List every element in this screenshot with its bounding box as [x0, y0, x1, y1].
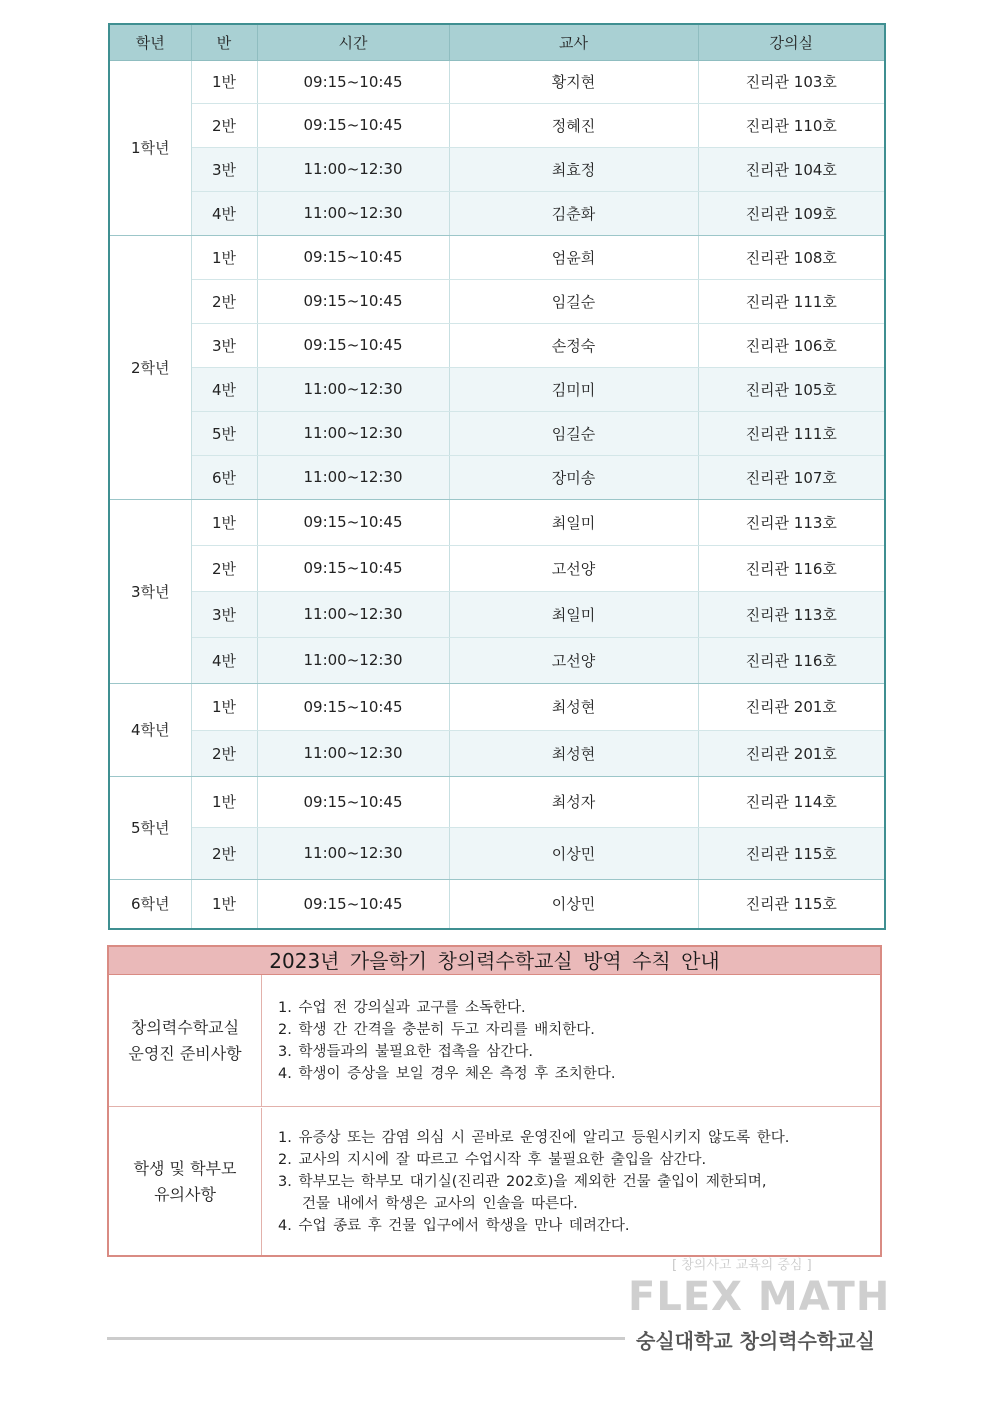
- class-schedule-table: [108, 23, 886, 930]
- time-cell: 09:15~10:45: [257, 499, 449, 545]
- time-cell: 11:00~12:30: [257, 591, 449, 637]
- teacher-cell: 이상민: [449, 827, 698, 879]
- class-cell: 2반: [191, 730, 257, 776]
- time-cell: 09:15~10:45: [257, 60, 449, 103]
- class-cell: 4반: [191, 191, 257, 235]
- teacher-cell: 임길순: [449, 279, 698, 323]
- class-cell: 4반: [191, 637, 257, 683]
- organization-name: 숭실대학교 창의력수학교실: [636, 1329, 875, 1353]
- room-cell: 진리관 109호: [698, 191, 885, 235]
- table-row: [109, 191, 885, 235]
- room-cell: 진리관 111호: [698, 279, 885, 323]
- grade-cell: 5학년: [109, 776, 191, 879]
- teacher-cell: 손정숙: [449, 323, 698, 367]
- grade-cell: 3학년: [109, 499, 191, 683]
- time-cell: 09:15~10:45: [257, 103, 449, 147]
- time-cell: 11:00~12:30: [257, 367, 449, 411]
- room-cell: 진리관 103호: [698, 60, 885, 103]
- class-cell: 1반: [191, 683, 257, 730]
- time-cell: 11:00~12:30: [257, 191, 449, 235]
- table-row: [109, 103, 885, 147]
- class-cell: 6반: [191, 455, 257, 499]
- table-row: [109, 591, 885, 637]
- class-cell: 1반: [191, 499, 257, 545]
- time-cell: 09:15~10:45: [257, 776, 449, 827]
- brand-tagline: [ 창의사고 교육의 중심 ]: [672, 1258, 812, 1273]
- teacher-cell: 임길순: [449, 411, 698, 455]
- room-cell: 진리관 115호: [698, 827, 885, 879]
- room-cell: 진리관 111호: [698, 411, 885, 455]
- class-cell: 5반: [191, 411, 257, 455]
- student-label-line1: 학생 및 학부모: [133, 1158, 237, 1178]
- table-row: [109, 60, 885, 103]
- teacher-cell: 고선양: [449, 637, 698, 683]
- footer-divider: [107, 1337, 625, 1340]
- flex-math-logo: FLEX MATH: [628, 1274, 891, 1320]
- teacher-cell: 장미송: [449, 455, 698, 499]
- student-rule-item: 2. 교사의 지시에 잘 따르고 수업시작 후 불필요한 출입을 삼간다.: [278, 1151, 707, 1168]
- staff-rule-item: 1. 수업 전 강의실과 교구를 소독한다.: [278, 999, 526, 1016]
- student-rule-item: 3. 학부모는 학부모 대기실(진리관 202호)을 제외한 건물 출입이 제한되며,: [278, 1173, 767, 1190]
- room-cell: 진리관 116호: [698, 637, 885, 683]
- student-rules-row: [109, 1108, 880, 1255]
- staff-rule-item: 2. 학생 간 간격을 충분히 두고 자리를 배치한다.: [278, 1021, 595, 1038]
- table-row: [109, 637, 885, 683]
- header-time: 시간: [257, 24, 449, 60]
- teacher-cell: 정혜진: [449, 103, 698, 147]
- teacher-cell: 김춘화: [449, 191, 698, 235]
- staff-label-line2: 운영진 준비사항: [128, 1043, 242, 1063]
- teacher-cell: 김미미: [449, 367, 698, 411]
- teacher-cell: 최일미: [449, 591, 698, 637]
- header-class: 반: [191, 24, 257, 60]
- room-cell: 진리관 113호: [698, 591, 885, 637]
- table-row: [109, 545, 885, 591]
- class-cell: 4반: [191, 367, 257, 411]
- student-rule-item-continuation: 건물 내에서 학생은 교사의 인솔을 따른다.: [302, 1195, 578, 1212]
- teacher-cell: 최일미: [449, 499, 698, 545]
- table-row: [109, 499, 885, 545]
- teacher-cell: 황지현: [449, 60, 698, 103]
- time-cell: 09:15~10:45: [257, 683, 449, 730]
- teacher-cell: 고선양: [449, 545, 698, 591]
- table-row: [109, 147, 885, 191]
- time-cell: 11:00~12:30: [257, 455, 449, 499]
- class-cell: 3반: [191, 323, 257, 367]
- room-cell: 진리관 115호: [698, 879, 885, 929]
- grade-cell: 1학년: [109, 60, 191, 235]
- time-cell: 11:00~12:30: [257, 827, 449, 879]
- table-row: [109, 367, 885, 411]
- room-cell: 진리관 116호: [698, 545, 885, 591]
- teacher-cell: 최성자: [449, 776, 698, 827]
- table-row: [109, 411, 885, 455]
- time-cell: 09:15~10:45: [257, 235, 449, 279]
- rules-title: 2023년 가을학기 창의력수학교실 방역 수칙 안내: [109, 947, 880, 975]
- teacher-cell: 최성현: [449, 730, 698, 776]
- table-body: [109, 60, 885, 929]
- grade-cell: 4학년: [109, 683, 191, 776]
- table-row: [109, 879, 885, 929]
- staff-rules-list: [262, 975, 880, 1106]
- class-cell: 1반: [191, 776, 257, 827]
- class-cell: 2반: [191, 545, 257, 591]
- grade-cell: 6학년: [109, 879, 191, 929]
- room-cell: 진리관 107호: [698, 455, 885, 499]
- student-rule-item: 4. 수업 종료 후 건물 입구에서 학생을 만나 데려간다.: [278, 1217, 630, 1234]
- teacher-cell: 이상민: [449, 879, 698, 929]
- staff-rule-item: 4. 학생이 증상을 보일 경우 체온 측정 후 조치한다.: [278, 1065, 616, 1082]
- room-cell: 진리관 201호: [698, 683, 885, 730]
- table-row: [109, 455, 885, 499]
- table-row: [109, 730, 885, 776]
- class-cell: 1반: [191, 60, 257, 103]
- staff-rule-item: 3. 학생들과의 불필요한 접촉을 삼간다.: [278, 1043, 533, 1060]
- table-row: [109, 683, 885, 730]
- room-cell: 진리관 105호: [698, 367, 885, 411]
- room-cell: 진리관 104호: [698, 147, 885, 191]
- table-row: [109, 827, 885, 879]
- table-row: [109, 235, 885, 279]
- room-cell: 진리관 108호: [698, 235, 885, 279]
- class-cell: 1반: [191, 879, 257, 929]
- room-cell: 진리관 106호: [698, 323, 885, 367]
- staff-rules-label: [109, 975, 262, 1106]
- staff-rules-row: [109, 975, 880, 1107]
- student-rules-list: [262, 1108, 880, 1255]
- header-grade: 학년: [109, 24, 191, 60]
- student-rule-item: 1. 유증상 또는 감염 의심 시 곧바로 운영진에 알리고 등원시키지 않도록 한다.: [278, 1129, 790, 1146]
- room-cell: 진리관 113호: [698, 499, 885, 545]
- class-cell: 3반: [191, 591, 257, 637]
- time-cell: 11:00~12:30: [257, 411, 449, 455]
- class-cell: 2반: [191, 827, 257, 879]
- room-cell: 진리관 114호: [698, 776, 885, 827]
- class-cell: 2반: [191, 103, 257, 147]
- room-cell: 진리관 201호: [698, 730, 885, 776]
- header-room: 강의실: [698, 24, 885, 60]
- class-cell: 3반: [191, 147, 257, 191]
- teacher-cell: 최효정: [449, 147, 698, 191]
- time-cell: 09:15~10:45: [257, 879, 449, 929]
- time-cell: 09:15~10:45: [257, 545, 449, 591]
- table-row: [109, 776, 885, 827]
- grade-cell: 2학년: [109, 235, 191, 499]
- time-cell: 09:15~10:45: [257, 323, 449, 367]
- class-cell: 2반: [191, 279, 257, 323]
- staff-label-line1: 창의력수학교실: [130, 1017, 240, 1037]
- time-cell: 09:15~10:45: [257, 279, 449, 323]
- teacher-cell: 최성현: [449, 683, 698, 730]
- table-row: [109, 279, 885, 323]
- class-cell: 1반: [191, 235, 257, 279]
- teacher-cell: 엄윤희: [449, 235, 698, 279]
- time-cell: 11:00~12:30: [257, 147, 449, 191]
- student-rules-label: [109, 1108, 262, 1255]
- table-row: [109, 323, 885, 367]
- time-cell: 11:00~12:30: [257, 637, 449, 683]
- quarantine-rules-box: [107, 945, 882, 1257]
- time-cell: 11:00~12:30: [257, 730, 449, 776]
- table-header-row: [109, 24, 885, 60]
- room-cell: 진리관 110호: [698, 103, 885, 147]
- student-label-line2: 유의사항: [154, 1184, 216, 1204]
- header-teacher: 교사: [449, 24, 698, 60]
